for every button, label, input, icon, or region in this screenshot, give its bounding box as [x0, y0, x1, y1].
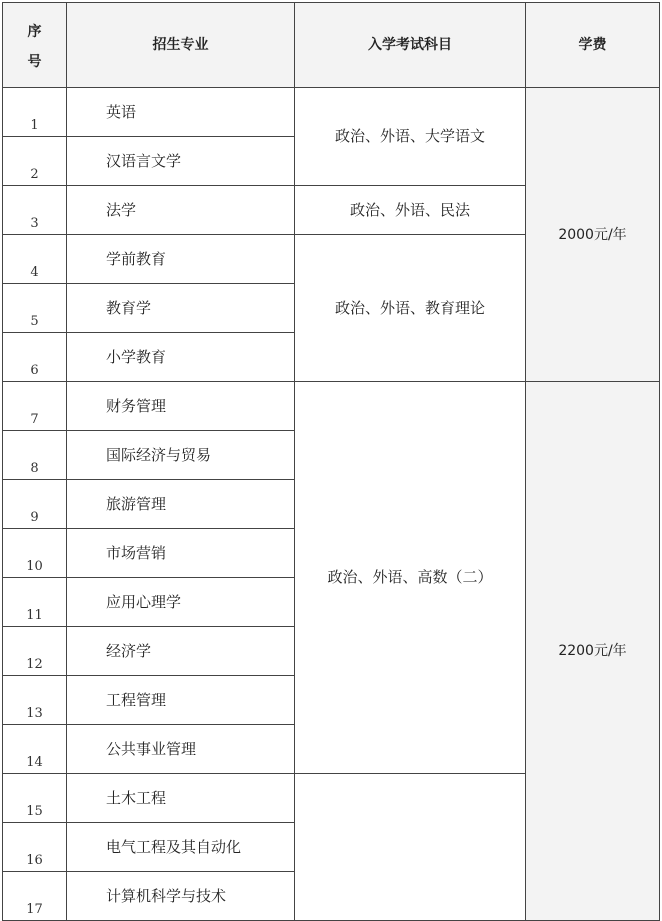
- row-seq: 5: [3, 284, 67, 333]
- row-major: 工程管理: [67, 676, 295, 725]
- row-major: 汉语言文学: [67, 137, 295, 186]
- row-major: 法学: [67, 186, 295, 235]
- row-major: 经济学: [67, 627, 295, 676]
- row-seq: 11: [3, 578, 67, 627]
- row-seq: 8: [3, 431, 67, 480]
- subject-group: 政治、外语、高数（二）: [295, 382, 526, 774]
- row-seq: 2: [3, 137, 67, 186]
- row-seq: 15: [3, 774, 67, 823]
- header-seq-line1: 序: [27, 24, 42, 40]
- row-seq: 14: [3, 725, 67, 774]
- header-major: 招生专业: [67, 3, 295, 88]
- header-seq: [3, 3, 67, 88]
- subject-group: [295, 774, 526, 921]
- row-seq: 4: [3, 235, 67, 284]
- table-header-row: [3, 3, 660, 88]
- row-major: 英语: [67, 88, 295, 137]
- row-seq: 3: [3, 186, 67, 235]
- row-major: 教育学: [67, 284, 295, 333]
- row-seq: 6: [3, 333, 67, 382]
- header-fee: 学费: [526, 3, 660, 88]
- header-seq-line2: 号: [27, 54, 42, 70]
- table-row: [3, 382, 660, 431]
- row-seq: 17: [3, 872, 67, 921]
- row-major: 市场营销: [67, 529, 295, 578]
- row-major: 旅游管理: [67, 480, 295, 529]
- row-major: 电气工程及其自动化: [67, 823, 295, 872]
- row-seq: 12: [3, 627, 67, 676]
- subject-group: 政治、外语、教育理论: [295, 235, 526, 382]
- row-major: 公共事业管理: [67, 725, 295, 774]
- admissions-table: [2, 2, 660, 921]
- table-row: [3, 88, 660, 137]
- row-seq: 10: [3, 529, 67, 578]
- fee-group: 2000元/年: [526, 88, 660, 382]
- row-major: 财务管理: [67, 382, 295, 431]
- header-subjects: 入学考试科目: [295, 3, 526, 88]
- row-seq: 16: [3, 823, 67, 872]
- row-seq: 9: [3, 480, 67, 529]
- fee-group: 2200元/年: [526, 382, 660, 921]
- row-major: 小学教育: [67, 333, 295, 382]
- row-major: 土木工程: [67, 774, 295, 823]
- row-major: 应用心理学: [67, 578, 295, 627]
- row-major: 计算机科学与技术: [67, 872, 295, 921]
- row-seq: 7: [3, 382, 67, 431]
- row-seq: 13: [3, 676, 67, 725]
- row-major: 学前教育: [67, 235, 295, 284]
- row-major: 国际经济与贸易: [67, 431, 295, 480]
- row-seq: 1: [3, 88, 67, 137]
- subject-group: 政治、外语、民法: [295, 186, 526, 235]
- subject-group: 政治、外语、大学语文: [295, 88, 526, 186]
